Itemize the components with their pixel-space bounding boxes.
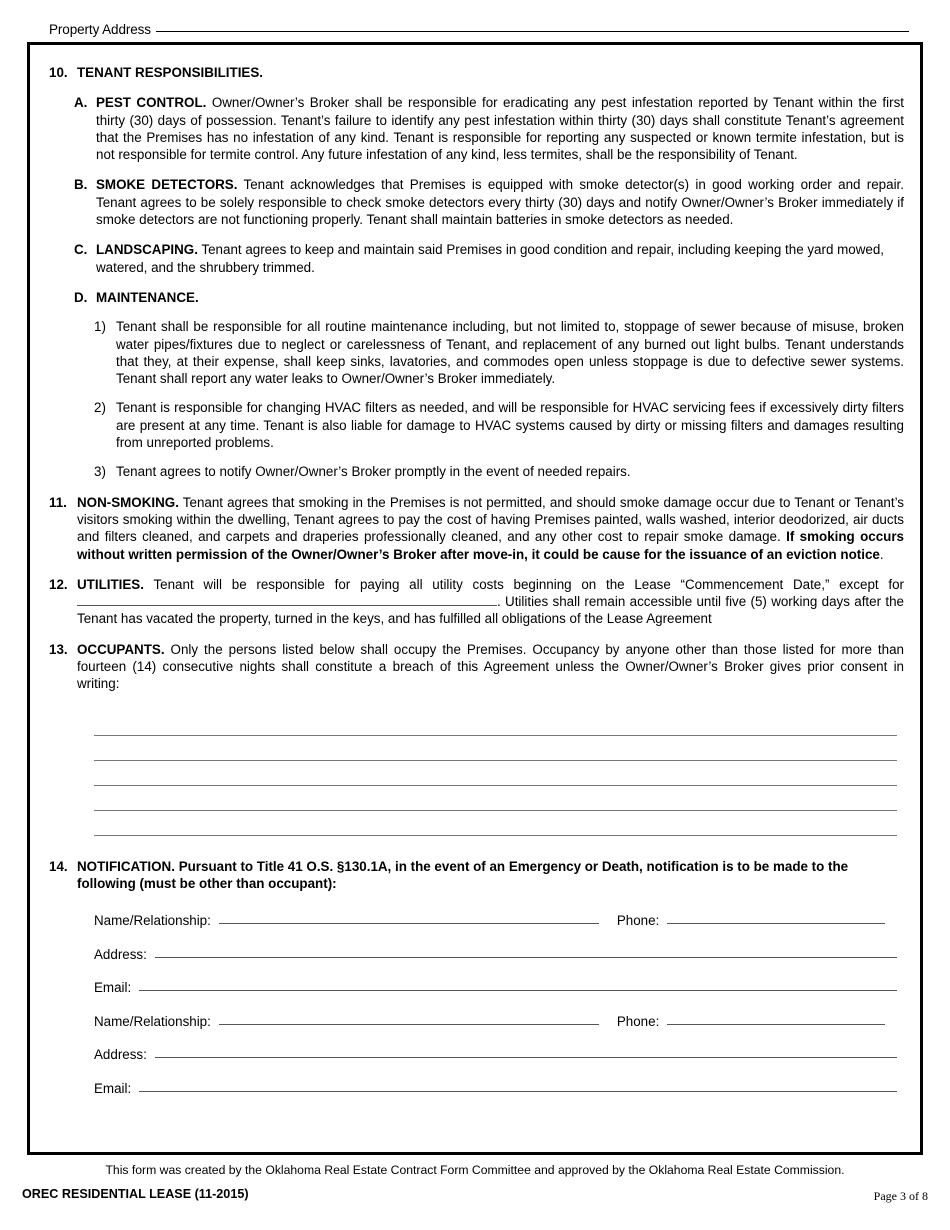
contact-2-email-input[interactable]	[139, 1080, 897, 1092]
clause-14-number: 14.	[49, 858, 68, 874]
subclause-10-d-item-3-text: Tenant agrees to notify Owner/Owner’s Broker promptly in the event of needed repairs.	[116, 464, 631, 480]
clause-13-text	[77, 641, 904, 693]
subclause-10-a-title: PEST CONTROL.	[96, 95, 207, 111]
property-address-field	[49, 22, 909, 37]
content-frame	[27, 42, 923, 1155]
contact-2-address-input[interactable]	[155, 1046, 897, 1058]
clause-11-body-tail: .	[879, 546, 884, 562]
clause-14-text	[77, 858, 904, 893]
clause-13	[46, 641, 904, 693]
clause-13-number: 13.	[49, 641, 68, 657]
occupant-line-5[interactable]	[94, 811, 897, 836]
contact-1-address-row	[94, 946, 897, 963]
subclause-10-d-item-2	[94, 399, 904, 451]
contact-1-email-row	[94, 979, 897, 996]
clause-10-number: 10.	[49, 65, 68, 80]
subclause-10-c-title: LANDSCAPING.	[96, 242, 198, 258]
subclause-10-d-item-2-text: Tenant is responsible for changing HVAC filters as needed, and will be responsible for HVAC servicing fees if excessively dirty filters are present at any time. Tenant is also liable for damage to HVAC systems caused by dirty or missing filters and damages resulting from unreported problems.	[116, 400, 904, 451]
subclause-10-b-text	[96, 176, 904, 228]
property-address-label: Property Address	[49, 22, 151, 37]
contact-2-name-row	[94, 1013, 897, 1030]
clause-11-title: NON-SMOKING.	[77, 494, 179, 510]
contact-1-name-row	[94, 912, 897, 929]
clause-13-title: OCCUPANTS.	[77, 641, 165, 657]
subclause-10-c-text	[96, 241, 904, 276]
contact-2-address-row	[94, 1046, 897, 1063]
subclause-10-a-text	[96, 94, 904, 163]
footer-bar	[0, 1187, 950, 1209]
contact-2-address-label: Address:	[94, 1047, 147, 1063]
clause-13-body: Only the persons listed below shall occupy the Premises. Occupancy by anyone other than those listed for more than fourteen (14) consecutive nights shall constitute a breach of this Agreement unless the Owner/Owner’s Broker gives prior consent in writing:	[77, 641, 904, 692]
subclause-10-b	[74, 176, 904, 228]
contact-1-email-input[interactable]	[139, 979, 897, 991]
occupant-line-4[interactable]	[94, 786, 897, 811]
contact-2-phone-label: Phone:	[616, 1014, 660, 1030]
clause-12-body-part2: . Utilities shall remain accessible until five (5) working days after the Tenant has vacated the property, turned in the keys, and has fulfilled all obligations of the Lease Agreement	[77, 594, 904, 627]
occupant-line-3[interactable]	[94, 761, 897, 786]
clause-12-body-part1: Tenant will be responsible for paying all utility costs beginning on the Lease “Commencement Date,” except for	[153, 576, 904, 592]
contact-2-email-label: Email:	[94, 1080, 132, 1096]
clause-11	[46, 494, 904, 563]
subclause-10-a-body: Owner/Owner’s Broker shall be responsible for eradicating any pest infestation reported by Tenant within the first thirty (30) days of possession. Tenant’s failure to identify any pest infestation within thirty (30) days shall constitute Tenant’s agreement that the Premises has no infestation of any kind. Tenant is responsible for reporting any suspected or known termite infestation, but is not responsible for termite control. Any future infestation of any kind, less termites, shall be the responsibility of Tenant.	[96, 95, 904, 163]
utilities-exception-input[interactable]	[77, 595, 497, 606]
clause-12	[46, 576, 904, 628]
clause-11-text	[77, 494, 904, 563]
clause-12-text	[77, 576, 904, 628]
occupants-blank-lines	[94, 711, 897, 836]
subclause-10-d-title: MAINTENANCE.	[96, 289, 199, 305]
clause-12-number: 12.	[49, 576, 68, 592]
subclause-10-b-body: Tenant acknowledges that Premises is equipped with smoke detector(s) in good working order and repair. Tenant agrees to be solely responsible to check smoke detectors every thirty (30) days and notify Owner/Owner’s Broker immediately if smoke detectors are not functioning properly. Tenant shall maintain batteries in smoke detectors as needed.	[96, 177, 904, 228]
clause-11-number: 11.	[49, 494, 67, 510]
clause-14-body: Pursuant to Title 41 O.S. §130.1A, in the event of an Emergency or Death, notification is to be made to the following (must be other than occupant):	[77, 858, 849, 891]
contact-2-name-label: Name/Relationship:	[94, 1014, 211, 1030]
subclause-10-a-letter: A.	[74, 95, 88, 111]
subclause-10-d-item-1-marker: 1)	[94, 319, 106, 335]
footer-page-number: Page 3 of 8	[873, 1189, 928, 1203]
subclause-10-c-body: Tenant agrees to keep and maintain said Premises in good condition and repair, including keeping the yard mowed, watered, and the shrubbery trimmed.	[96, 242, 885, 275]
subclause-10-b-title: SMOKE DETECTORS.	[96, 177, 238, 193]
footer-note: This form was created by the Oklahoma Real Estate Contract Form Committee and approved by the Oklahoma Real Estate Commission.	[105, 1163, 845, 1177]
subclause-10-d-item-1-text: Tenant shall be responsible for all routine maintenance including, but not limited to, stoppage of sewer because of misuse, broken water pipes/fixtures due to neglect or carelessness of Tenant, and replacement of any burned out light bulbs. Tenant understands that they, at their expense, shall keep sinks, lavatories, and commodes open unless stoppage is due to defective sewer systems. Tenant shall report any water leaks to Owner/Owner’s Broker immediately.	[116, 319, 904, 387]
contact-1-name-input[interactable]	[219, 912, 599, 924]
footer-form-name: OREC RESIDENTIAL LEASE (11-2015)	[22, 1187, 249, 1201]
occupant-line-1[interactable]	[94, 711, 897, 736]
subclause-10-a	[74, 94, 904, 163]
property-address-rule[interactable]	[156, 31, 909, 32]
contact-1-phone-label: Phone:	[616, 913, 660, 929]
subclause-10-d	[74, 289, 904, 306]
contact-1-phone-input[interactable]	[667, 912, 885, 924]
subclause-10-d-letter: D.	[74, 289, 88, 305]
contact-1-email-label: Email:	[94, 979, 132, 995]
subclause-10-d-item-2-marker: 2)	[94, 400, 106, 416]
clause-12-title: UTILITIES.	[77, 576, 144, 592]
clause-10	[46, 64, 904, 81]
subclause-10-b-letter: B.	[74, 177, 88, 193]
clause-14	[46, 858, 904, 893]
notification-contacts	[94, 912, 897, 1097]
clause-11-body-bold: If smoking occurs without written permission of the Owner/Owner’s Broker after move-in, it could be cause for the issuance of an eviction notice	[77, 529, 904, 562]
subclause-10-d-text	[96, 289, 904, 306]
occupant-line-2[interactable]	[94, 736, 897, 761]
contact-1-address-label: Address:	[94, 946, 147, 962]
contact-2-email-row	[94, 1080, 897, 1097]
contact-1-address-input[interactable]	[155, 946, 897, 958]
contact-2-phone-input[interactable]	[667, 1013, 885, 1025]
clause-11-body: Tenant agrees that smoking in the Premises is not permitted, and should smoke damage occur due to Tenant or Tenant’s visitors smoking within the dwelling, Tenant agrees to pay the cost of having Premises painted, walls washed, interior deodorized, air ducts and filters cleaned, and carpets and draperies professionally cleaned, and any other cost to repair smoke damage.	[77, 494, 904, 545]
clause-10-title: TENANT RESPONSIBILITIES.	[77, 65, 263, 80]
contact-1-name-label: Name/Relationship:	[94, 913, 211, 929]
subclause-10-d-item-1	[94, 318, 904, 387]
contact-2-name-input[interactable]	[219, 1013, 599, 1025]
subclause-10-d-item-3-marker: 3)	[94, 464, 106, 480]
clause-14-title: NOTIFICATION.	[77, 858, 175, 874]
subclause-10-c-letter: C.	[74, 242, 88, 258]
clause-10-heading	[77, 64, 904, 81]
subclause-10-c	[74, 241, 904, 276]
subclause-10-d-item-3	[94, 463, 904, 480]
